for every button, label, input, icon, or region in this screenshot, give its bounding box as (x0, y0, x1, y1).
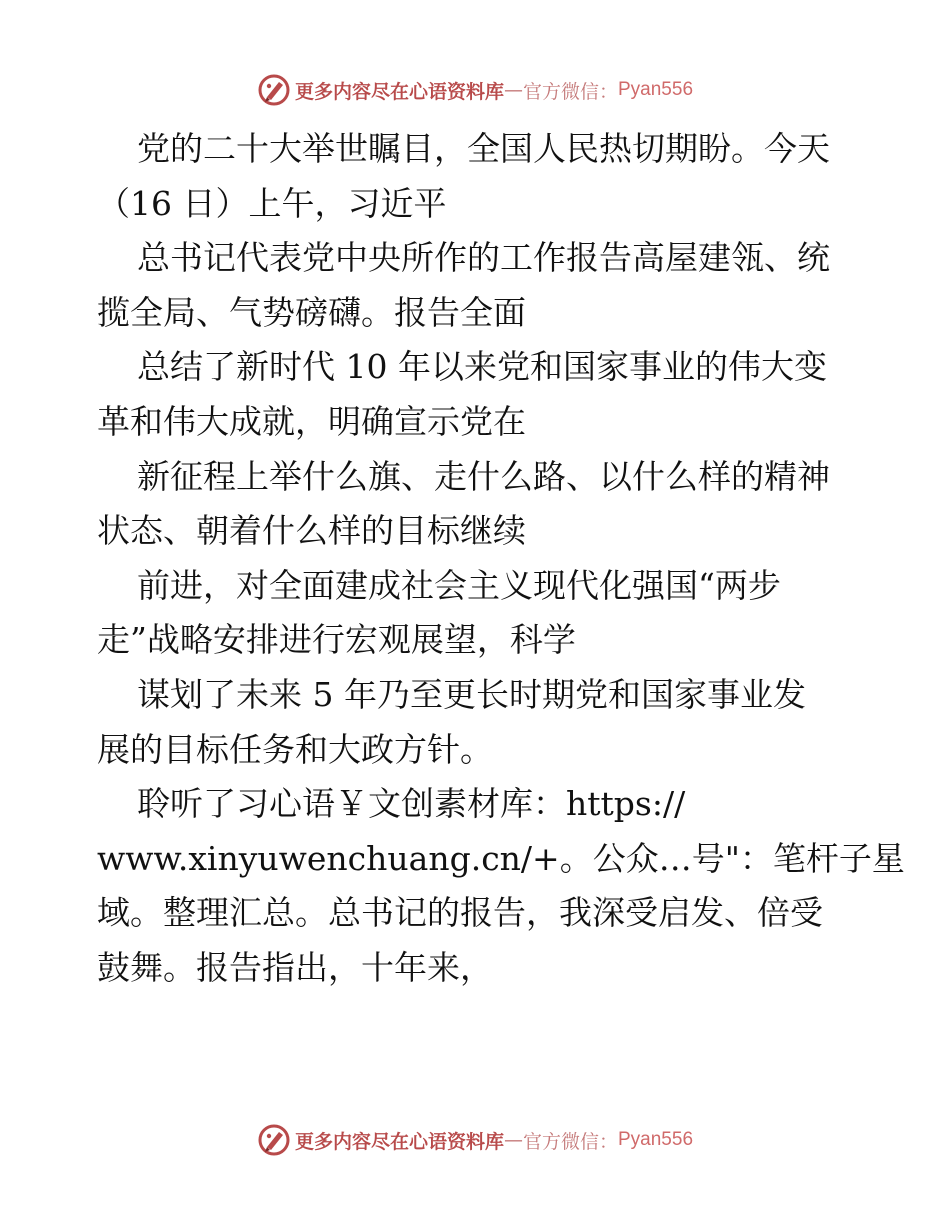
footer-wechat-label: 官方微信： (522, 1130, 618, 1153)
header-wechat-label: 官方微信： (522, 80, 618, 103)
text-line: 展的目标任务和大政方针。 (97, 729, 493, 769)
text-line: 域。整理汇总。总书记的报告，我深受启发、倍受 (97, 893, 823, 933)
fountain-pen-logo-icon (257, 73, 291, 107)
text-line: 聆听了习心语￥文创素材库：https:// (137, 784, 686, 824)
text-line: 革和伟大成就，明确宣示党在 (97, 401, 526, 441)
footer-banner (0, 1120, 950, 1160)
text-line-content: （16 日）上午，习近平 (97, 183, 447, 223)
text-line: 总书记代表党中央所作的工作报告高屋建瓴、统 (137, 238, 830, 278)
footer-promo-text: 更多内容尽在心语资料库 (294, 1130, 504, 1153)
text-line: 揽全局、气势磅礴。报告全面 (97, 292, 526, 332)
document-body (97, 122, 905, 996)
text-line: 总结了新时代 10 年以来党和国家事业的伟大变 (137, 347, 827, 387)
header-wechat-id: Pyan556 (618, 79, 694, 100)
text-line: 党的二十大举世瞩目，全国人民热切期盼。今天 (137, 129, 830, 168)
header-separator: — (503, 79, 523, 101)
text-line (97, 177, 857, 232)
fountain-pen-logo-icon (257, 1123, 291, 1157)
footer-separator: — (503, 1129, 523, 1151)
text-line: 新征程上举什么旗、走什么路、以什么样的精神 (137, 456, 830, 496)
footer-wechat-id: Pyan556 (618, 1129, 694, 1150)
header-banner (0, 70, 950, 110)
text-line: www.xinyuwenchuang.cn/+。公众…号"：笔杆子星 (97, 838, 905, 878)
text-line: 状态、朝着什么样的目标继续 (97, 511, 526, 551)
text-line: 前进，对全面建成社会主义现代化强国“两步 (137, 565, 781, 605)
text-line: 鼓舞。报告指出，十年来， (97, 947, 493, 987)
header-promo-text: 更多内容尽在心语资料库 (294, 80, 504, 103)
text-line: 谋划了未来 5 年乃至更长时期党和国家事业发 (137, 674, 806, 714)
text-line: 走”战略安排进行宏观展望，科学 (97, 620, 576, 660)
